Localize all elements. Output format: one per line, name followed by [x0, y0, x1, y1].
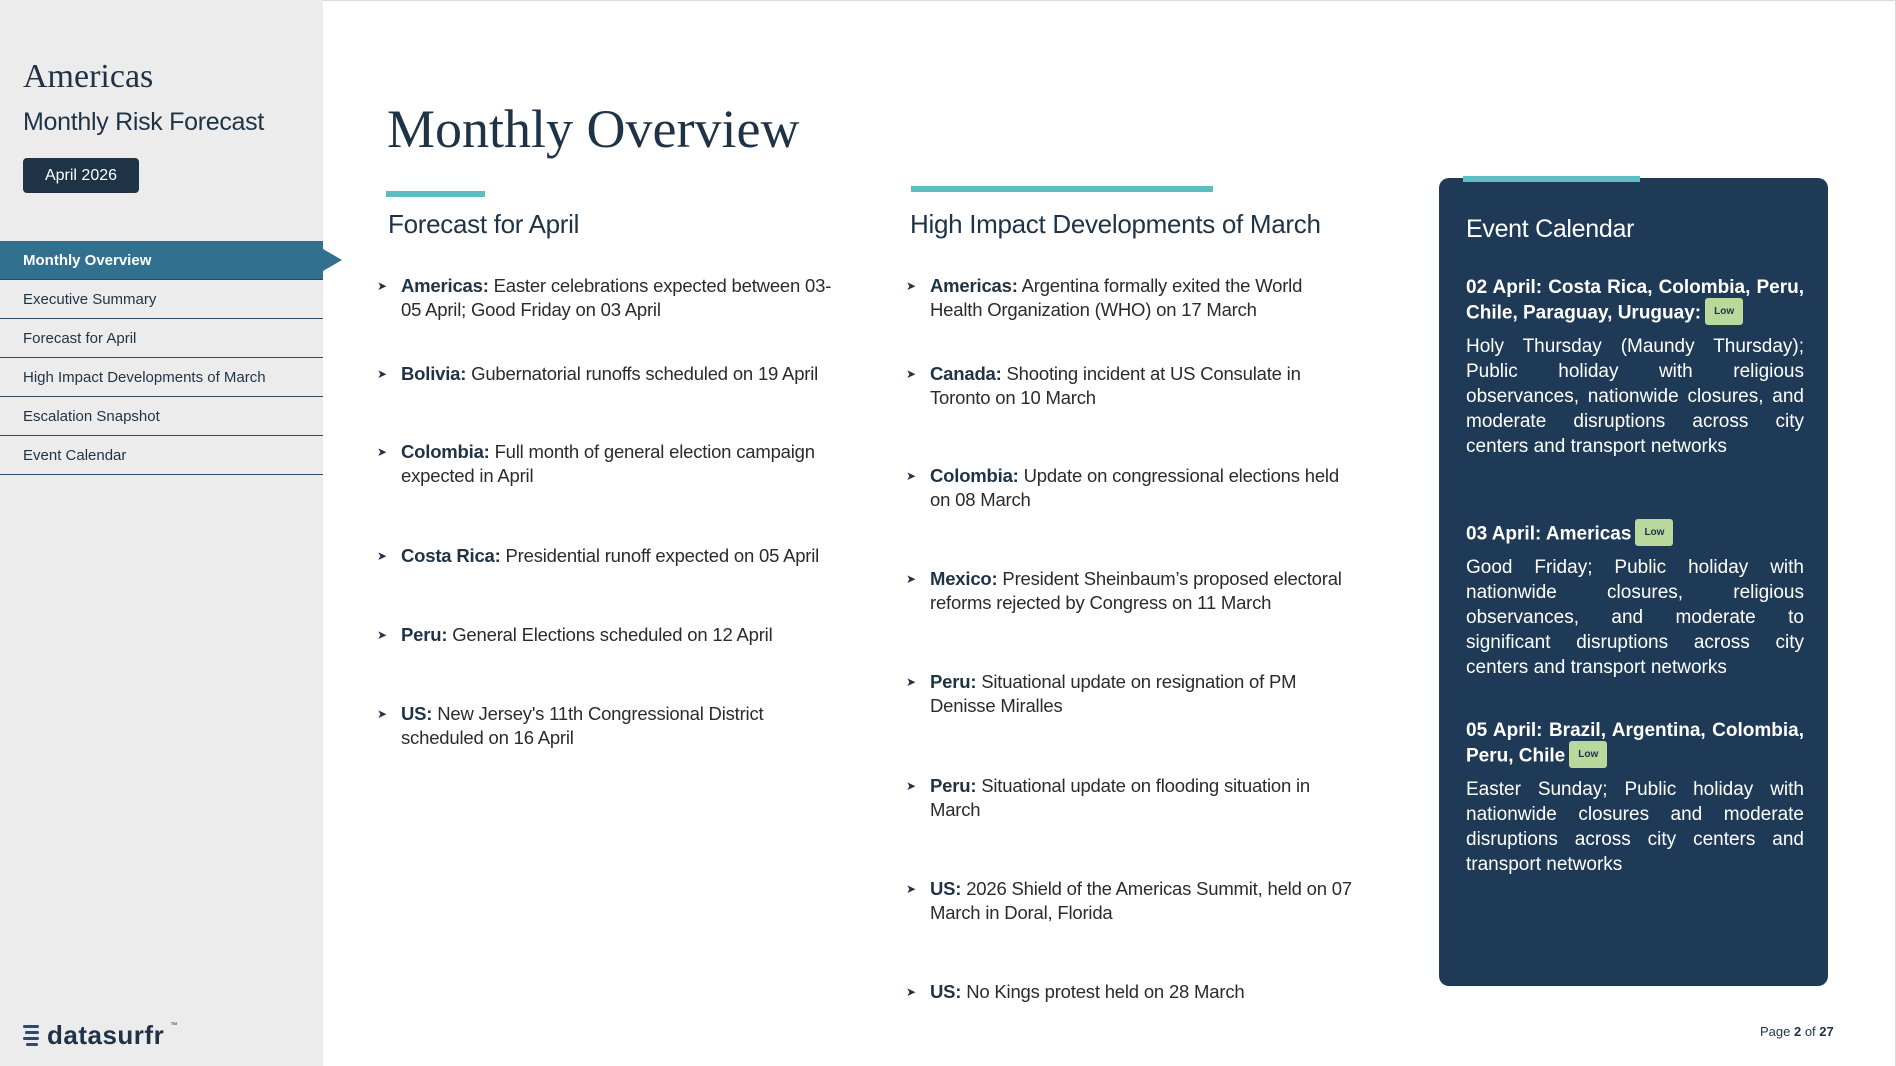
arrowhead-icon: ➤	[906, 779, 916, 793]
logo-wordmark: datasurfr	[47, 1020, 165, 1050]
arrowhead-icon: ➤	[377, 707, 387, 721]
page-title: Monthly Overview	[387, 99, 800, 159]
month-badge: April 2026	[23, 158, 139, 193]
list-item: ➤ Bolivia: Gubernatorial runoffs scheduled on 19 April	[377, 363, 819, 384]
arrowhead-icon: ➤	[906, 675, 916, 689]
event-description: Good Friday; Public holiday with nationwide closures, religious observances, and moderate to significant disruptions across city centers and transport networks	[1466, 557, 1804, 678]
risk-badge: Low	[1635, 519, 1673, 546]
arrowhead-icon: ➤	[906, 572, 916, 586]
forecast-accent-bar	[386, 191, 485, 197]
calendar-event	[1466, 521, 1804, 680]
arrowhead-icon: ➤	[906, 985, 916, 999]
arrowhead-icon: ➤	[377, 279, 387, 293]
list-item: ➤ Colombia: Update on congressional elections held on 08 March	[906, 465, 1339, 510]
developments-heading: High Impact Developments of March	[910, 209, 1321, 239]
event-description: Easter Sunday; Public holiday with nationwide closures and moderate disruptions across city centers and transport networks	[1466, 779, 1804, 875]
nav-item-forecast[interactable]: Forecast for April	[0, 319, 323, 358]
list-item: ➤ Americas: Easter celebrations expected between 03-05 April; Good Friday on 03 April	[377, 275, 832, 320]
arrowhead-icon: ➤	[377, 445, 387, 459]
arrowhead-icon: ➤	[377, 367, 387, 381]
calendar-event	[1466, 275, 1804, 459]
list-item: ➤ Colombia: Full month of general election campaign expected in April	[377, 441, 815, 486]
event-title: 05 April: Brazil, Argentina, Colombia, Peru, Chile Low	[1466, 720, 1804, 767]
sidebar-nav	[0, 241, 323, 475]
nav-item-event-calendar[interactable]: Event Calendar	[0, 436, 323, 475]
arrowhead-icon: ➤	[377, 628, 387, 642]
list-item: ➤ Peru: General Elections scheduled on 12 April	[377, 624, 773, 645]
event-calendar-heading: Event Calendar	[1466, 215, 1635, 243]
logo-trademark: ™	[170, 1022, 178, 1029]
nav-item-monthly-overview[interactable]: Monthly Overview	[0, 241, 323, 280]
calendar-event	[1466, 718, 1804, 877]
datasurfr-wave-icon	[23, 1025, 41, 1047]
calendar-accent-bar	[1463, 176, 1640, 182]
nav-item-executive-summary[interactable]: Executive Summary	[0, 280, 323, 319]
forecast-heading: Forecast for April	[388, 209, 580, 239]
list-item: ➤ US: New Jersey's 11th Congressional District scheduled on 16 April	[377, 703, 764, 748]
list-item: ➤ Americas: Argentina formally exited the World Health Organization (WHO) on 17 March	[906, 275, 1303, 320]
arrowhead-icon: ➤	[906, 367, 916, 381]
arrowhead-icon: ➤	[377, 549, 387, 563]
list-item: ➤ US: 2026 Shield of the Americas Summit, held on 07 March in Doral, Florida	[906, 878, 1352, 923]
list-item: ➤ US: No Kings protest held on 28 March	[906, 981, 1245, 1002]
risk-badge: Low	[1569, 741, 1607, 768]
sidebar-subtitle: Monthly Risk Forecast	[23, 108, 264, 136]
arrowhead-icon: ➤	[906, 279, 916, 293]
nav-item-escalation[interactable]: Escalation Snapshot	[0, 397, 323, 436]
event-calendar-panel	[1439, 178, 1828, 986]
nav-item-high-impact[interactable]: High Impact Developments of March	[0, 358, 323, 397]
event-title: 03 April: Americas Low	[1466, 521, 1804, 548]
list-item: ➤ Costa Rica: Presidential runoff expected on 05 April	[377, 545, 820, 566]
arrowhead-icon: ➤	[906, 882, 916, 896]
event-title: 02 April: Costa Rica, Colombia, Peru, Chile, Paraguay, Uruguay: Low	[1466, 277, 1804, 324]
list-item: ➤ Mexico: President Sheinbaum’s proposed electoral reforms rejected by Congress on 11 March	[906, 568, 1342, 613]
page-number: Page 2 of 27	[1760, 1024, 1834, 1039]
list-item: ➤ Canada: Shooting incident at US Consulate in Toronto on 10 March	[906, 363, 1301, 408]
list-item: ➤ Peru: Situational update on resignation of PM Denisse Miralles	[906, 671, 1297, 716]
list-item: ➤ Peru: Situational update on flooding situation in March	[906, 775, 1310, 820]
risk-badge: Low	[1705, 298, 1743, 325]
event-description: Holy Thursday (Maundy Thursday); Public holiday with religious observances, nationwide closures, and moderate disruptions across city centers and transport networks	[1466, 336, 1804, 457]
developments-accent-bar	[911, 186, 1213, 192]
datasurfr-logo	[23, 1020, 177, 1051]
arrowhead-icon: ➤	[906, 469, 916, 483]
sidebar-title: Americas	[23, 58, 154, 95]
sidebar	[0, 0, 323, 1066]
